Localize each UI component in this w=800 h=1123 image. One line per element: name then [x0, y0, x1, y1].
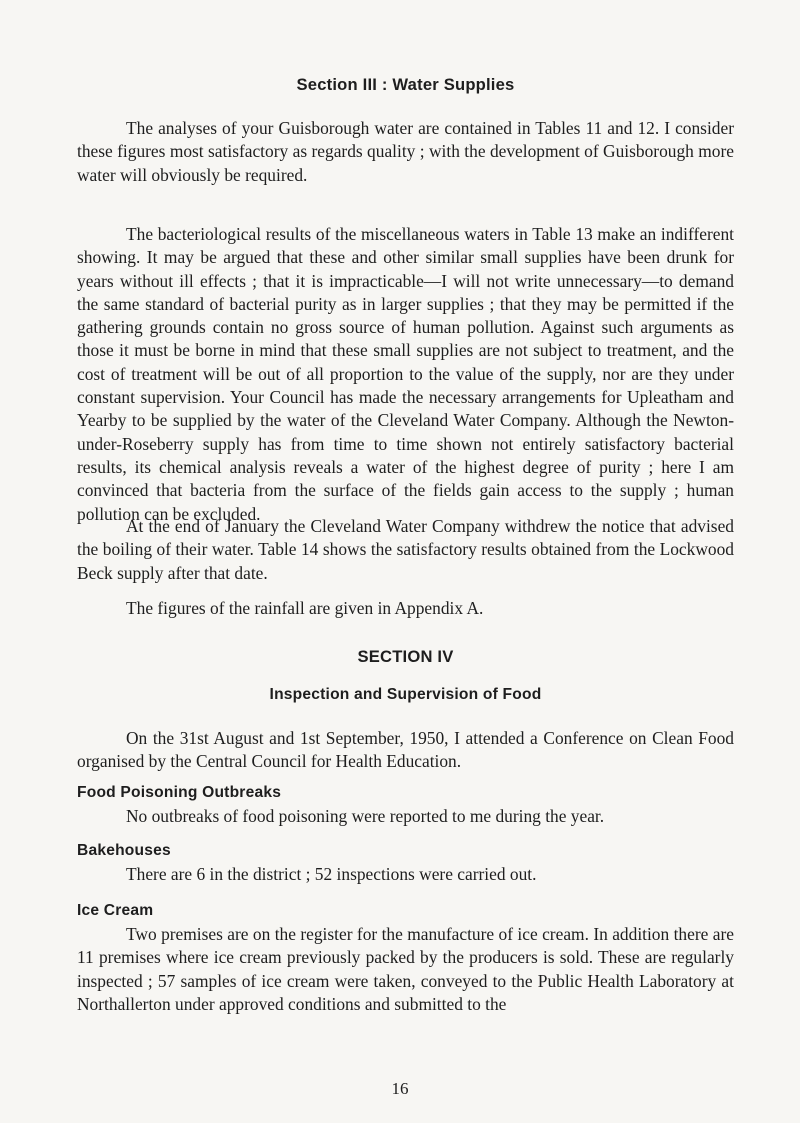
section-3-paragraph-3: At the end of January the Cleveland Water Company withdrew the notice that advised the boiling of their water. Table 14 shows the satisfactory results obtained from the Lockwood Beck supply after that date.: [77, 516, 734, 583]
section-3-paragraph-2: The bacteriological results of the miscellaneous waters in Table 13 make an indifferent showing. It may be argued that these and other similar small supplies have been drunk for years without ill effects ; that it is impracticable—I will not write unnecessary—to demand the same standard of bacterial purity as in larger supplies ; that they may be permitted if the gathering grounds contain no gross source of human pollution. Against such arguments as those it must be borne in mind that these small supplies are not subject to treatment, and the cost of treatment will be out of all proportion to the value of the supply, nor are they under constant supervision. Your Council has made the necessary arrangements for Upleatham and Yearby to be supplied by the water of the Cleveland Water Company. Although the Newton-under-Roseberry supply has from time to time shown not entirely satisfactory bacterial results, its chemical analysis reveals a water of the highest degree of purity ; here I am convinced that bacteria from the surface of the fields gain access to the supply ; human pollution can be excluded.: [77, 224, 734, 524]
section-4-intro: On the 31st August and 1st September, 1950, I attended a Conference on Clean Food organised by the Central Council for Health Education.: [77, 728, 734, 772]
section-4-subtitle: Inspection and Supervision of Food: [269, 686, 542, 703]
ice-cream-heading: Ice Cream: [77, 902, 154, 919]
ice-cream-text: Two premises are on the register for the manufacture of ice cream. In addition there are 11 premises where ice cream previously packed by the producers is sold. These are regularly inspected ; 57 samples of ice cream were taken, conveyed to the Public Health Laboratory at Northallerton under approved conditions and submitted to the: [77, 924, 734, 1014]
food-poisoning-text: No outbreaks of food poisoning were reported to me during the year.: [126, 806, 605, 826]
food-poisoning-heading: Food Poisoning Outbreaks: [77, 784, 282, 801]
section-3-heading: Section III : Water Supplies: [296, 75, 515, 94]
section-4-heading: SECTION IV: [357, 647, 454, 666]
page-number: 16: [391, 1079, 409, 1098]
bakehouses-text: There are 6 in the district ; 52 inspections were carried out.: [126, 864, 537, 884]
section-3-paragraph-4: The figures of the rainfall are given in Appendix A.: [126, 598, 484, 618]
section-3-paragraph-1: The analyses of your Guisborough water are contained in Tables 11 and 12. I consider these figures most satisfactory as regards quality ; with the development of Guisborough more water will obviously be required.: [77, 118, 734, 185]
bakehouses-heading: Bakehouses: [77, 842, 171, 859]
